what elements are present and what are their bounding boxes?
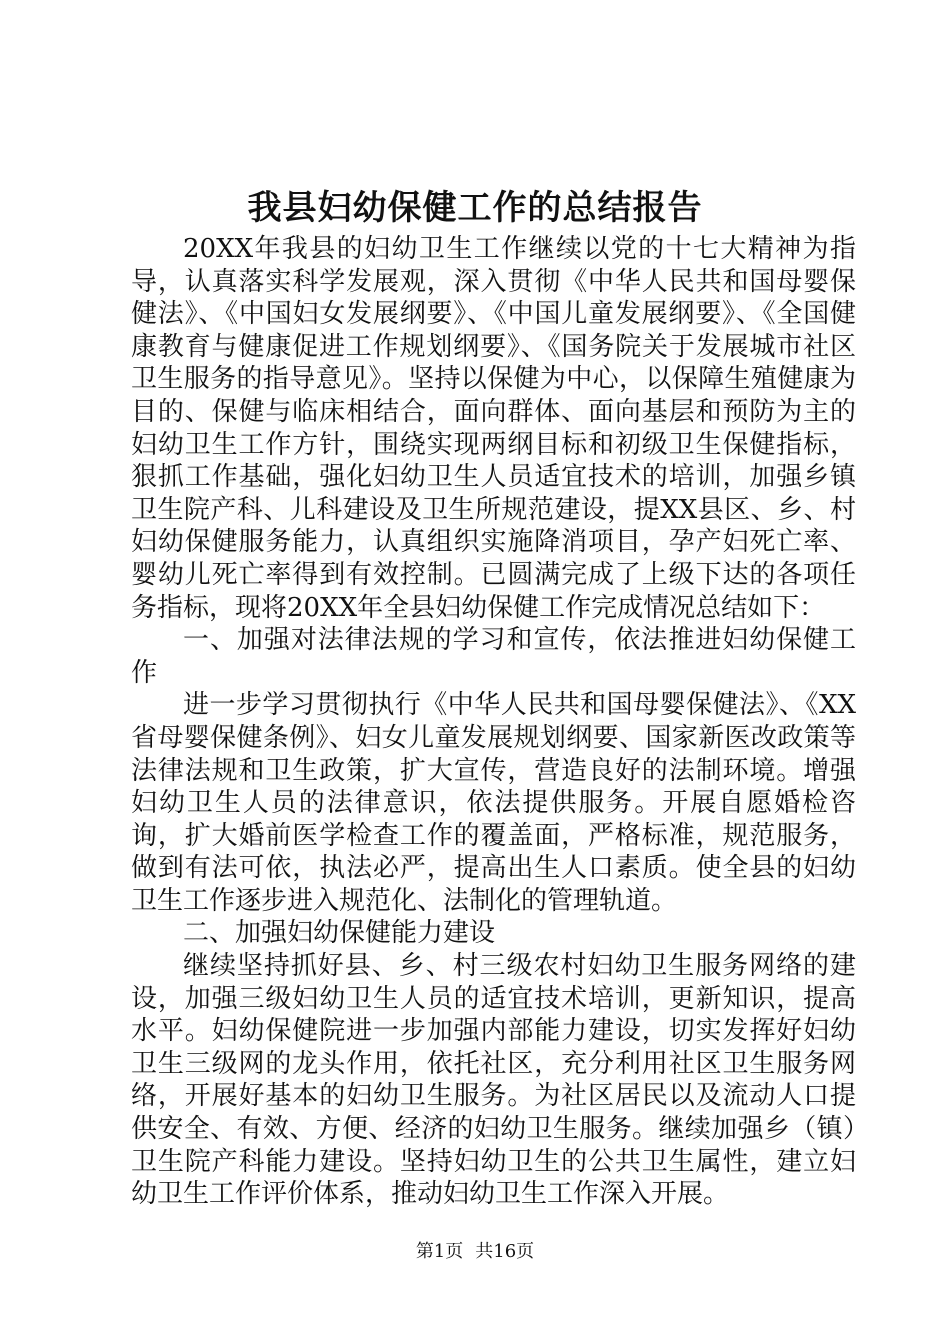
section-heading-1: 一、加强对法律法规的学习和宣传，依法推进妇幼保健工作 xyxy=(131,625,856,688)
page-total: 共16页 xyxy=(475,1241,535,1262)
page-footer xyxy=(0,1240,950,1264)
intro-paragraph: 20XX年我县的妇幼卫生工作继续以党的十七大精神为指导，认真落实科学发展观，深入贯彻《中华人民共和国母婴保健法》、《中国妇女发展纲要》、《中国儿童发展纲要》、《全国健康教育与健康促进工作规划纲要》、《国务院关于发展城市社区卫生服务的指导意见》。坚持以保健为中心，以保障生殖健康为目的、保健与临床相结合，面向群体、面向基层和预防为主的妇幼卫生工作方针，围绕实现两纲目标和初级卫生保健指标，狠抓工作基础，强化妇幼卫生人员适宜技术的培训，加强乡镇卫生院产科、儿科建设及卫生所规范建设，提XX县区、乡、村妇幼保健服务能力，认真组织实施降消项目，孕产妇死亡率、婴幼儿死亡率得到有效控制。已圆满完成了上级下达的各项任务指标，现将20XX年全县妇幼保健工作完成情况总结如下： xyxy=(131,234,856,623)
section-paragraph-2: 继续坚持抓好县、乡、村三级农村妇幼卫生服务网络的建设，加强三级妇幼卫生人员的适宜技术培训，更新知识，提高水平。妇幼保健院进一步加强内部能力建设，切实发挥好妇幼卫生三级网的龙头作用，依托社区，充分利用社区卫生服务网络，开展好基本的妇幼卫生服务。为社区居民以及流动人口提供安全、有效、方便、经济的妇幼卫生服务。继续加强乡（镇）卫生院产科能力建设。坚持妇幼卫生的公共卫生属性，建立妇幼卫生工作评价体系，推动妇幼卫生工作深入开展。 xyxy=(131,951,856,1210)
document-body xyxy=(131,233,856,1211)
document-title: 我县妇幼保健工作的总结报告 xyxy=(247,188,703,228)
section-paragraph-1: 进一步学习贯彻执行《中华人民共和国母婴保健法》、《XX省母婴保健条例》、妇女儿童发展规划纲要、国家新医改政策等法律法规和卫生政策，扩大宣传，营造良好的法制环境。增强妇幼卫生人员的法律意识，依法提供服务。开展自愿婚检咨询，扩大婚前医学检查工作的覆盖面，严格标准，规范服务，做到有法可依，执法必严，提高出生人口素质。使全县的妇幼卫生工作逐步进入规范化、法制化的管理轨道。 xyxy=(131,690,856,916)
section-heading-2: 二、加强妇幼保健能力建设 xyxy=(183,918,496,949)
page-number: 第1页 xyxy=(415,1241,464,1262)
